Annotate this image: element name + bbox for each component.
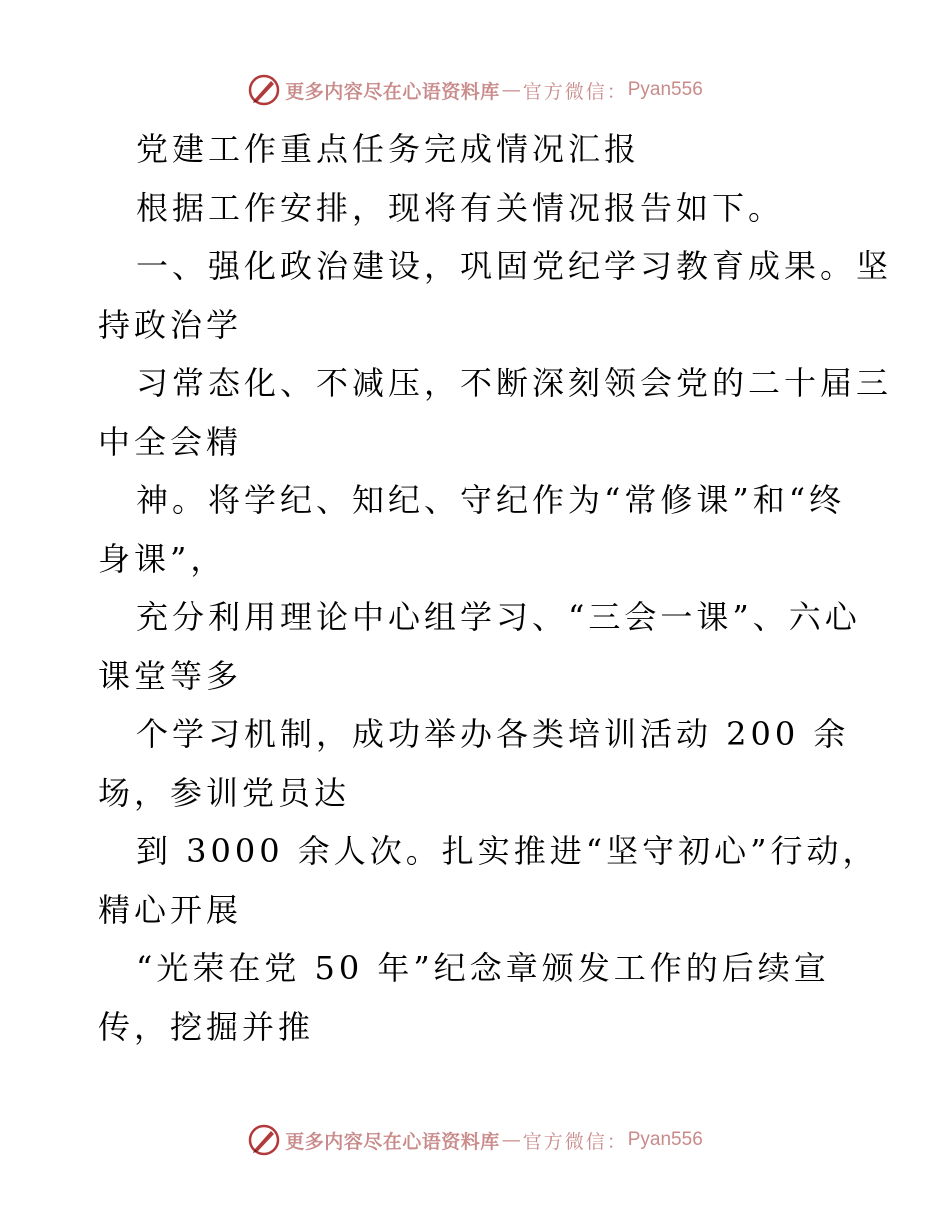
footer-watermark [0,1120,950,1160]
document-body [98,120,893,1056]
watermark-site-text: 更多内容尽在心语资料库 [285,80,500,103]
paragraph-line: 一、强化政治建设，巩固党纪学习教育成果。坚 [136,247,893,285]
paragraph-line: “光荣在党 50 年”纪念章颁发工作的后续宣 [136,949,830,987]
watermark-wechat-label: 官方微信： [522,1130,628,1153]
paragraph-line: 持政治学 [98,305,243,344]
paragraph-line: 身课”， [98,539,227,578]
watermark-site-text: 更多内容尽在心语资料库 [285,1130,500,1153]
paragraph-line: 场，参训党员达 [98,773,351,812]
paragraph-line: 传，挖掘并推 [98,1007,315,1046]
watermark-separator: — [501,79,521,101]
paragraph-line: 课堂等多 [98,656,243,695]
header-watermark [0,70,950,110]
paragraph-line: 精心开展 [98,890,243,929]
quill-pen-circle-icon [247,73,281,107]
paragraph-line: 神。将学纪、知纪、守纪作为“常修课”和“终 [136,481,846,519]
watermark-wechat-label: 官方微信： [522,80,628,103]
paragraph-line: 到 3000 余人次。扎实推进“坚守初心”行动， [136,832,879,870]
paragraph-line: 中全会精 [98,422,243,461]
watermark-separator: — [501,1129,521,1151]
watermark-account: Pyan556 [627,79,703,100]
paragraph-line: 个学习机制，成功举办各类培训活动 200 余 [136,715,850,753]
paragraph-line: 习常态化、不减压，不断深刻领会党的二十届三 [136,364,893,402]
watermark-account: Pyan556 [627,1129,703,1150]
quill-pen-circle-icon [247,1123,281,1157]
paragraph-line: 充分利用理论中心组学习、“三会一课”、六心 [136,598,861,636]
document-title: 党建工作重点任务完成情况汇报 [136,130,641,168]
paragraph-line: 根据工作安排，现将有关情况报告如下。 [136,188,785,227]
